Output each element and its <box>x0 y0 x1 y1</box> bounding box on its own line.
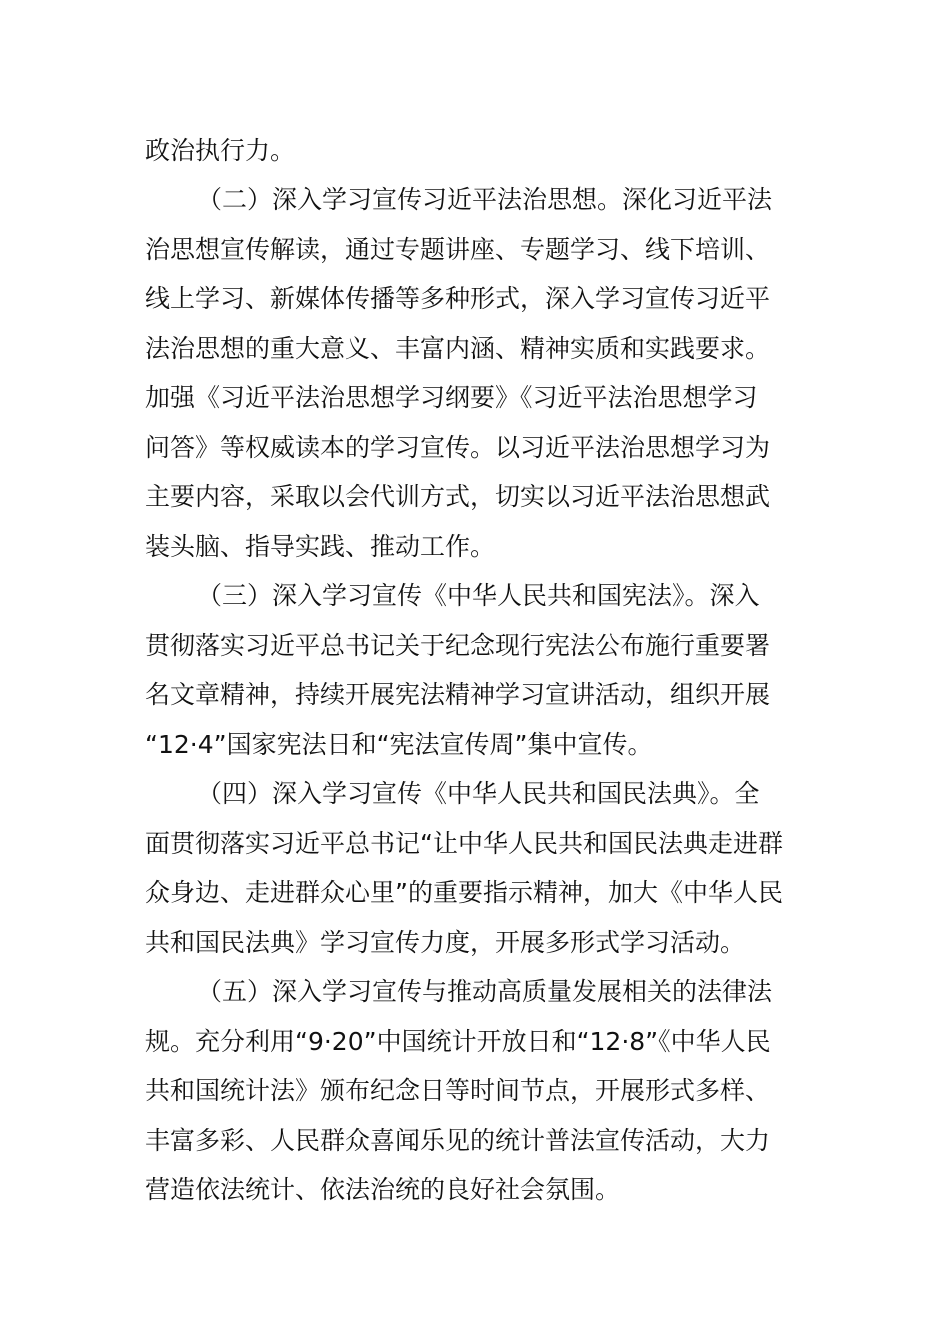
paragraph-heading-2: （二）深入学习宣传习近平法治思想。深化习近平法 <box>197 185 773 214</box>
paragraph-heading-3: （三）深入学习宣传《中华人民共和国宪法》。深入 <box>197 581 760 610</box>
text-line: 线上学习、新媒体传播等多种形式，深入学习宣传习近平 <box>145 284 771 313</box>
text-line: 加强《习近平法治思想学习纲要》《习近平法治思想学习 <box>145 383 758 412</box>
text-line: 治思想宣传解读，通过专题讲座、专题学习、线下培训、 <box>145 235 771 264</box>
text-line: 主要内容，采取以会代训方式，切实以习近平法治思想武 <box>145 482 771 511</box>
paragraph-heading-4: （四）深入学习宣传《中华人民共和国民法典》。全 <box>197 779 760 808</box>
text-line: 众身边、走进群众心里”的重要指示精神，加大《中华人民 <box>145 878 783 907</box>
text-line: 法治思想的重大意义、丰富内涵、精神实质和实践要求。 <box>145 334 771 363</box>
text-line: 问答》等权威读本的学习宣传。以习近平法治思想学习为 <box>145 433 771 462</box>
text-line: 装头脑、指导实践、推动工作。 <box>145 532 496 561</box>
text-line: 面贯彻落实习近平总书记“让中华人民共和国民法典走进群 <box>145 829 783 858</box>
paragraph-heading-5: （五）深入学习宣传与推动高质量发展相关的法律法 <box>197 977 773 1006</box>
text-line: 丰富多彩、人民群众喜闻乐见的统计普法宣传活动，大力 <box>145 1126 771 1155</box>
text-line: 政治执行力。 <box>145 136 296 165</box>
text-line: 规。充分利用“9·20”中国统计开放日和“12·8”《中华人民 <box>145 1027 771 1056</box>
text-line: 营造依法统计、依法治统的良好社会氛围。 <box>145 1175 621 1204</box>
text-line: 名文章精神，持续开展宪法精神学习宣讲活动，组织开展 <box>145 680 771 709</box>
text-line: 贯彻落实习近平总书记关于纪念现行宪法公布施行重要署 <box>145 631 771 660</box>
text-line: “12·4”国家宪法日和“宪法宣传周”集中宣传。 <box>145 730 653 759</box>
text-line: 共和国民法典》学习宣传力度，开展多形式学习活动。 <box>145 928 746 957</box>
text-line: 共和国统计法》颁布纪念日等时间节点，开展形式多样、 <box>145 1076 771 1105</box>
